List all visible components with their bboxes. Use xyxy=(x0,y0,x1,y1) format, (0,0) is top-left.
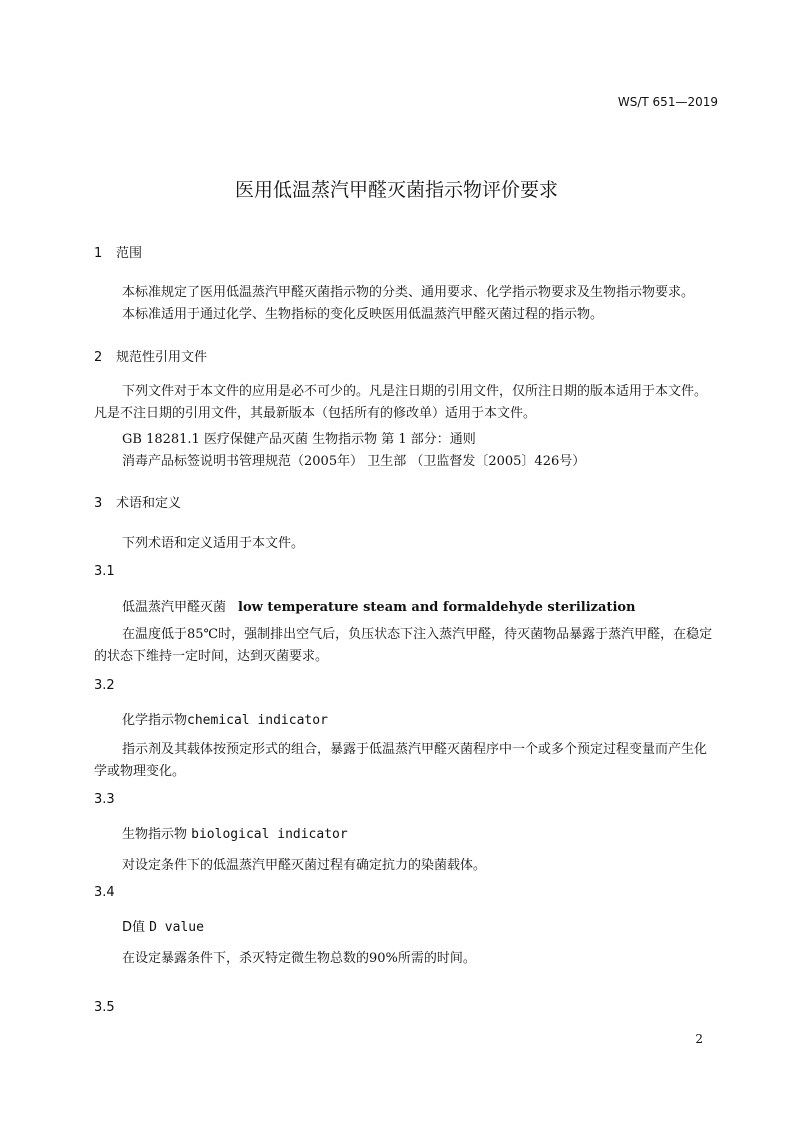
term-number: 3.4 xyxy=(94,885,115,900)
term-definition: 在设定暴露条件下，杀灭特定微生物总数的90%所需的时间。 xyxy=(122,951,476,966)
term-entry xyxy=(122,596,636,615)
section-heading-2 xyxy=(94,346,207,365)
term-chinese: D值 xyxy=(122,920,146,935)
term-number: 3.5 xyxy=(94,1000,115,1015)
normative-reference: GB 18281.1 医疗保健产品灭菌 生物指示物 第 1 部分：通则 xyxy=(122,432,476,447)
section-number: 3 xyxy=(94,496,103,511)
section-number: 2 xyxy=(94,350,103,365)
term-entry xyxy=(122,709,328,728)
paragraph: 本标准适用于通过化学、生物指标的变化反映医用低温蒸汽甲醛灭菌过程的指示物。 xyxy=(122,307,604,322)
standard-code: WS/T 651—2019 xyxy=(617,95,718,109)
section-heading-1 xyxy=(94,242,142,261)
normative-reference: 消毒产品标签说明书管理规范（2005年） 卫生部 （卫监督发〔2005〕426号） xyxy=(122,454,586,469)
term-english: biological indicator xyxy=(191,827,348,842)
term-english: chemical indicator xyxy=(187,713,328,728)
term-chinese: 低温蒸汽甲醛灭菌 xyxy=(122,600,227,615)
term-number: 3.3 xyxy=(94,792,115,807)
document-title: 医用低温蒸汽甲醛灭菌指示物评价要求 xyxy=(234,179,558,201)
paragraph: 下列术语和定义适用于本文件。 xyxy=(122,536,305,551)
term-entry xyxy=(122,916,204,935)
section-title: 范围 xyxy=(116,246,143,261)
term-chinese: 生物指示物 xyxy=(122,827,188,842)
section-number: 1 xyxy=(94,246,103,261)
term-number: 3.1 xyxy=(94,564,115,579)
section-title: 规范性引用文件 xyxy=(116,350,208,365)
term-english: low temperature steam and formaldehyde sterilization xyxy=(238,600,636,615)
term-definition: 对设定条件下的低温蒸汽甲醛灭菌过程有确定抗力的染菌载体。 xyxy=(122,858,487,873)
section-title: 术语和定义 xyxy=(116,496,182,511)
term-definition: 指示剂及其载体按预定形式的组合，暴露于低温蒸汽甲醛灭菌程序中一个或多个预定过程变量而产生化学或物理变化。 xyxy=(94,742,708,779)
page-number: 2 xyxy=(695,1032,703,1046)
term-english: D value xyxy=(149,920,204,935)
term-number: 3.2 xyxy=(94,678,115,693)
term-chinese: 化学指示物 xyxy=(122,713,188,728)
term-definition: 在温度低于85℃时，强制排出空气后，负压状态下注入蒸汽甲醛，待灭菌物品暴露于蒸汽甲醛，在稳定的状态下维持一定时间，达到灭菌要求。 xyxy=(94,627,713,664)
paragraph: 本标准规定了医用低温蒸汽甲醛灭菌指示物的分类、通用要求、化学指示物要求及生物指示物要求。 xyxy=(122,285,695,300)
term-entry xyxy=(122,823,348,842)
paragraph: 下列文件对于本文件的应用是必不可少的。凡是注日期的引用文件，仅所注日期的版本适用于本文件。凡是不注日期的引用文件，其最新版本（包括所有的修改单）适用于本文件。 xyxy=(94,384,708,421)
section-heading-3 xyxy=(94,492,181,511)
